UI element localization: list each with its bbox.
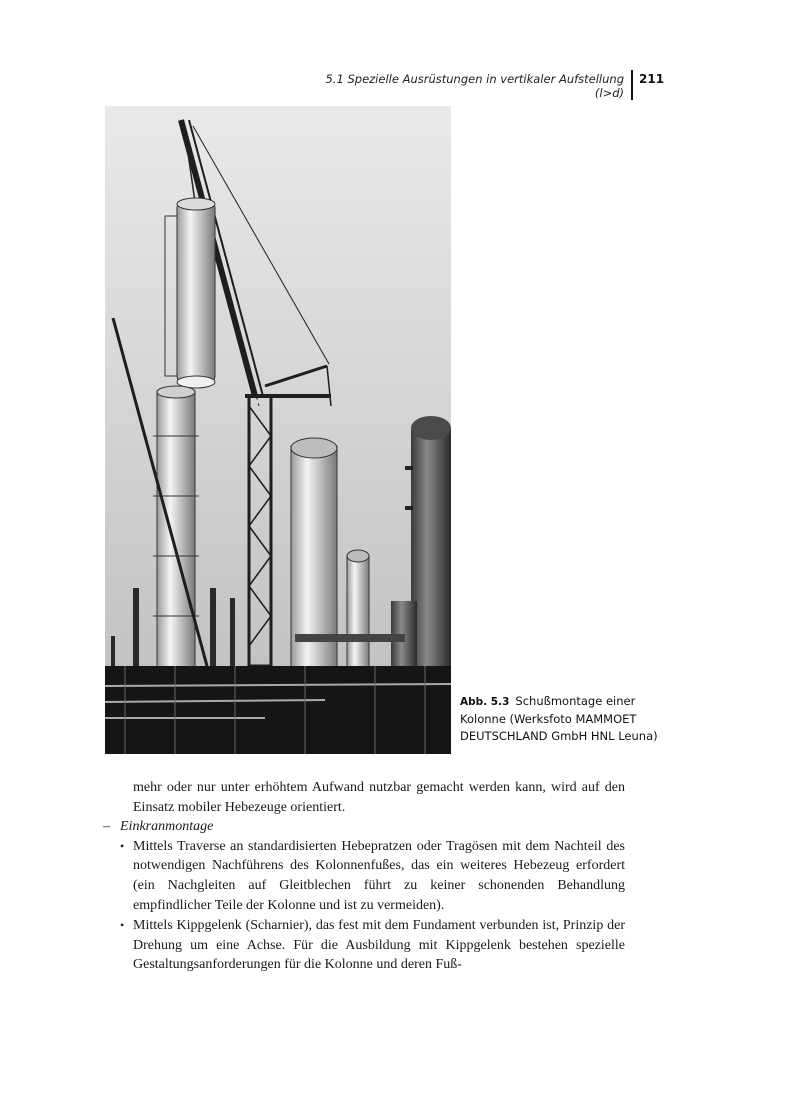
- section-item: [103, 817, 625, 837]
- figure-photo: [105, 106, 451, 754]
- bullet-list: [103, 837, 625, 975]
- section-title: Einkranmontage: [120, 819, 214, 835]
- standing-column-middle: [291, 438, 337, 686]
- list-item: [120, 916, 625, 975]
- bullet-text: Mittels Traverse an standardisierten Hebepratzen oder Tragösen mit dem Nachteil des notwendigen Nachführens des Kolonnenfußes, das ein weiteres Hebezeug erfordert (ein Nachgleiten auf Gleitblechen führt zu keiner schonenden Behandlung empfindlicher Teile der Kolonne und ist zu vermeiden).: [133, 838, 625, 913]
- list-item: [120, 837, 625, 915]
- dash-marker: –: [103, 819, 110, 835]
- figure-label: Abb. 5.3: [460, 696, 510, 708]
- body-text: [103, 778, 625, 976]
- header-rule: [631, 70, 633, 100]
- bullet-text: Mittels Kippgelenk (Scharnier), das fest mit dem Fundament verbunden ist, Prinzip der Drehung um eine Achse. Für die Ausbildung mit Kippgelenk bestehen spezielle Gestaltungsanforderungen für die Kolonne und deren Fuß-: [133, 918, 625, 973]
- page-number: 211: [639, 72, 665, 86]
- continuation-paragraph: mehr oder nur unter erhöhtem Aufwand nutzbar gemacht werden kann, wird auf den Einsatz mobiler Hebezeuge orientiert.: [133, 780, 625, 815]
- running-head: 5.1 Spezielle Ausrüstungen in vertikaler Aufstellung (l>d): [325, 72, 624, 100]
- bullet-marker: •: [120, 918, 125, 933]
- figure-caption-text: Schußmontage einer Kolonne (Werksfoto MAMMOET DEUTSCHLAND GmbH HNL Leuna): [460, 694, 658, 743]
- standing-column-left: [153, 386, 199, 691]
- figure-caption: [460, 693, 660, 745]
- bullet-marker: •: [120, 838, 125, 853]
